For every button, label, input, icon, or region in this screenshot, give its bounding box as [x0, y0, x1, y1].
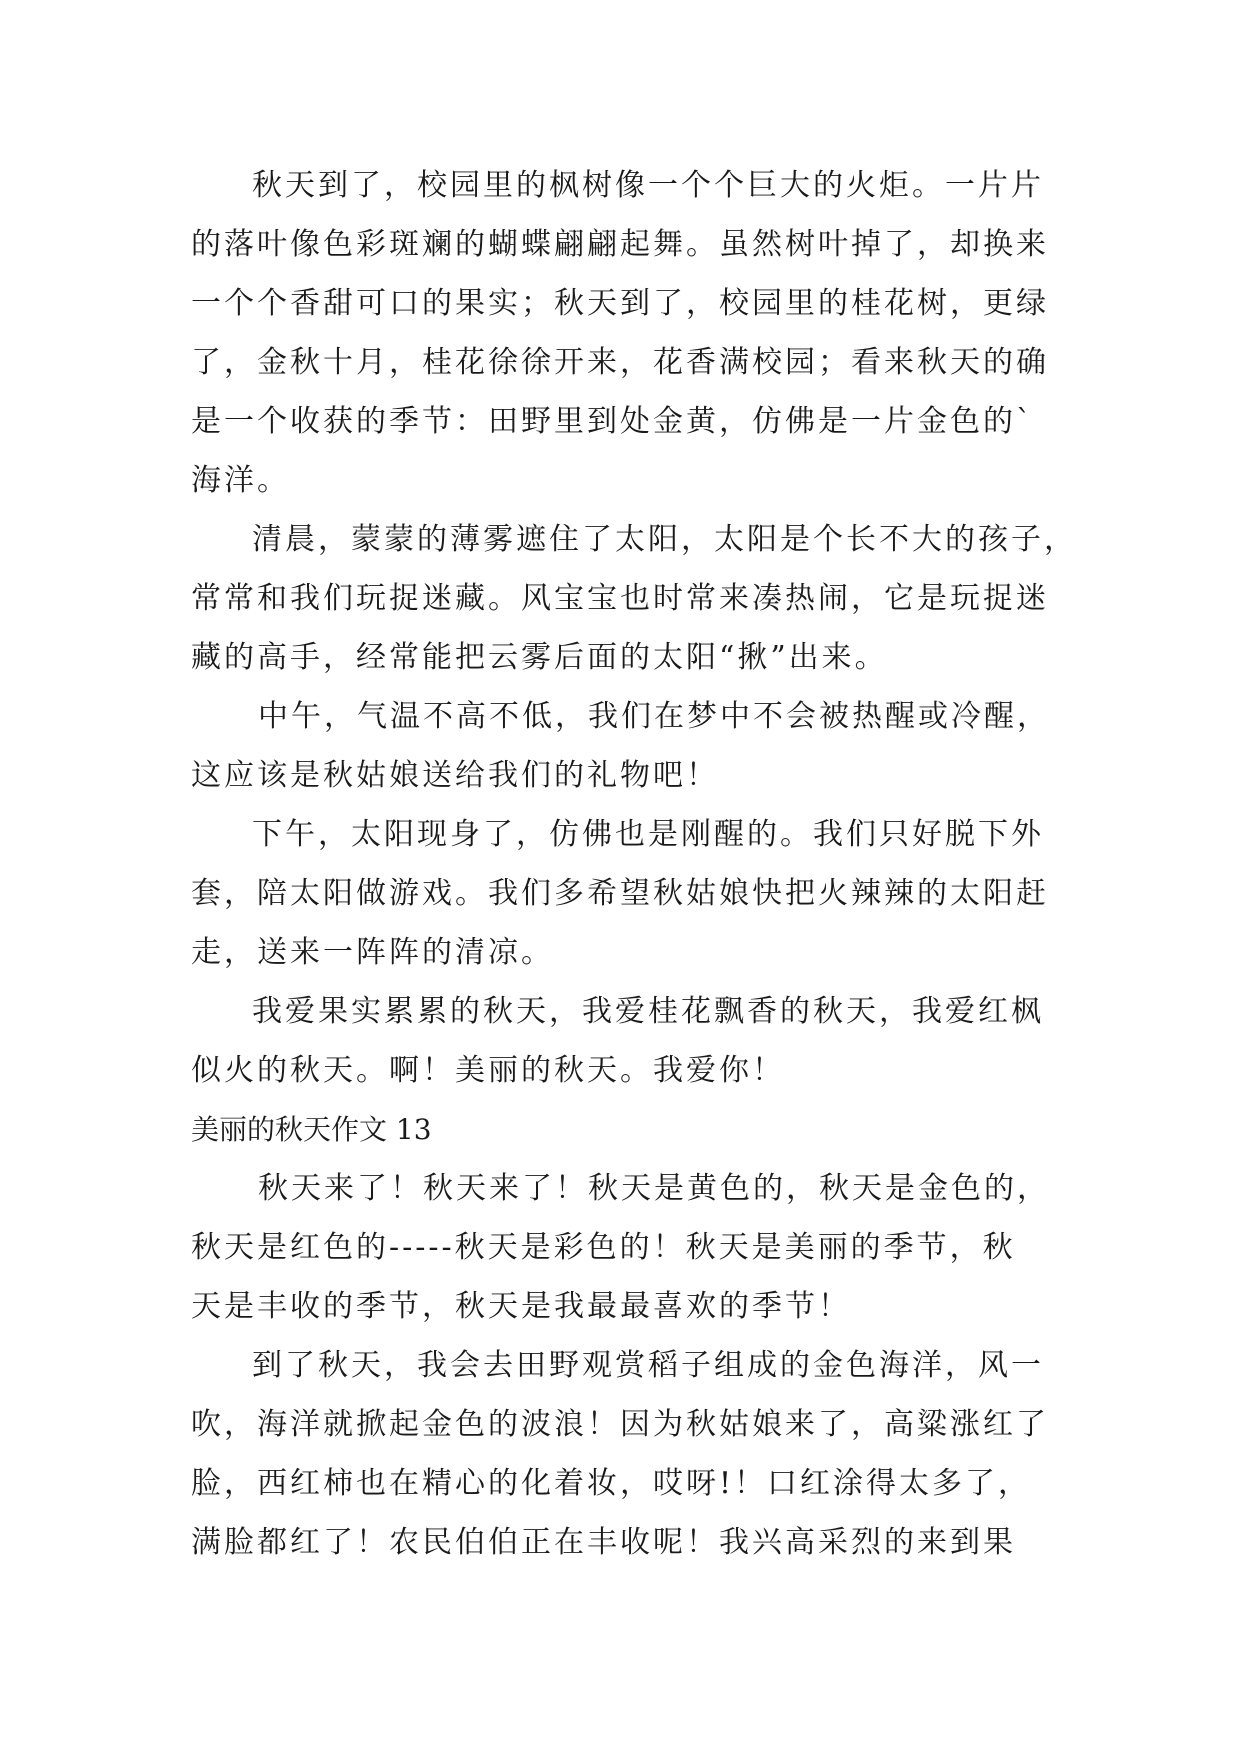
text-line: 秋天到了，校园里的枫树像一个个巨大的火炬。一片片: [252, 168, 1044, 203]
text-line: 海洋。: [191, 463, 290, 498]
text-line: 秋天是红色的-----秋天是彩色的！秋天是美丽的季节，秋: [191, 1230, 1016, 1265]
text-line: 这应该是秋姑娘送给我们的礼物吧！: [191, 758, 719, 793]
text-line: 似火的秋天。啊！美丽的秋天。我爱你！: [191, 1053, 785, 1088]
section-heading: 美丽的秋天作文 13: [191, 1113, 432, 1146]
text-line: 脸，西红柿也在精心的化着妆，哎呀!！口红涂得太多了，: [191, 1466, 1032, 1501]
text-line: 秋天来了！秋天来了！秋天是黄色的，秋天是金色的，: [258, 1171, 1050, 1206]
text-line: 藏的高手，经常能把云雾后面的太阳“揪”出来。: [191, 640, 888, 675]
text-line: 我爱果实累累的秋天，我爱桂花飘香的秋天，我爱红枫: [252, 994, 1044, 1029]
text-line: 一个个香甜可口的果实；秋天到了，校园里的桂花树，更绿: [191, 286, 1049, 321]
document-body: [191, 156, 1077, 1572]
text-line: 常常和我们玩捉迷藏。风宝宝也时常来凑热闹，它是玩捉迷: [191, 581, 1049, 616]
text-line: 走，送来一阵阵的清凉。: [191, 935, 554, 970]
text-line: 清晨，蒙蒙的薄雾遮住了太阳，太阳是个长不大的孩子，: [252, 522, 1077, 557]
text-line: 满脸都红了！农民伯伯正在丰收呢！我兴高采烈的来到果: [191, 1525, 1016, 1560]
text-line: 是一个收获的季节：田野里到处金黄，仿佛是一片金色的`: [191, 404, 1034, 439]
text-line: 中午，气温不高不低，我们在梦中不会被热醒或冷醒，: [258, 699, 1050, 734]
text-line: 到了秋天，我会去田野观赏稻子组成的金色海洋，风一: [252, 1348, 1044, 1383]
text-line: 下午，太阳现身了，仿佛也是刚醒的。我们只好脱下外: [252, 817, 1044, 852]
text-line: 天是丰收的季节，秋天是我最最喜欢的季节！: [191, 1289, 851, 1324]
text-line: 套，陪太阳做游戏。我们多希望秋姑娘快把火辣辣的太阳赶: [191, 876, 1049, 911]
text-line: 了，金秋十月，桂花徐徐开来，花香满校园；看来秋天的确: [191, 345, 1049, 380]
text-line: 的落叶像色彩斑斓的蝴蝶翩翩起舞。虽然树叶掉了，却换来: [191, 227, 1049, 262]
text-line: 吹，海洋就掀起金色的波浪！因为秋姑娘来了，高粱涨红了: [191, 1407, 1049, 1442]
